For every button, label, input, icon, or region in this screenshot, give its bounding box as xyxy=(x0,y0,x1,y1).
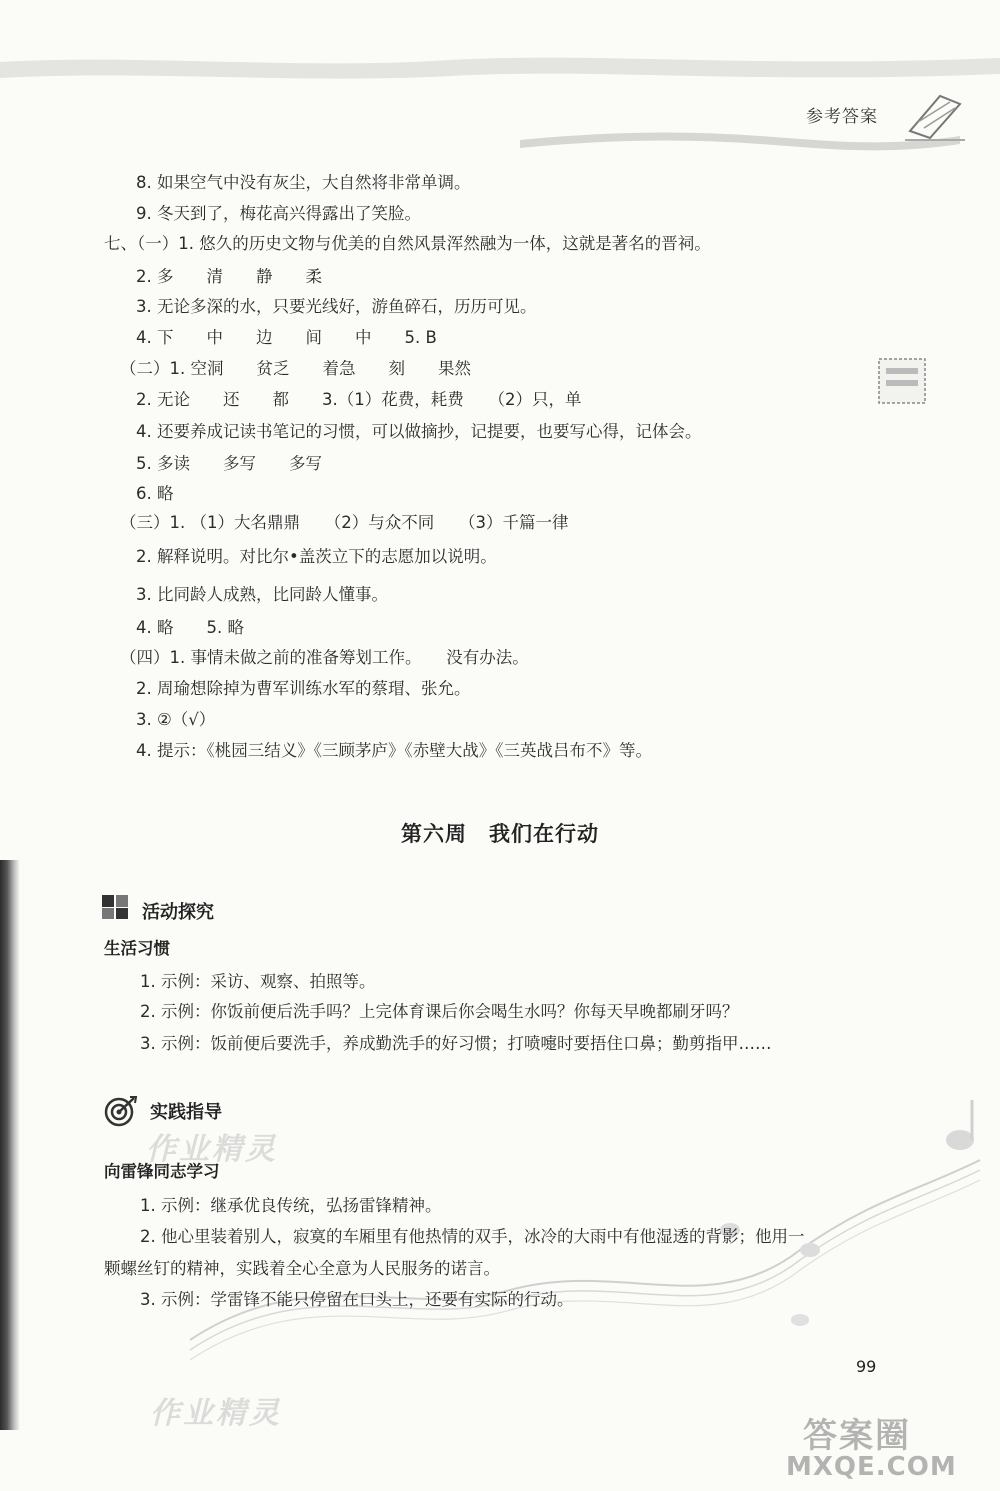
practice-heading: 实践指导 xyxy=(150,1102,222,1123)
section-title: 第六周 我们在行动 xyxy=(401,822,599,846)
answer-line: （四）1. 事情未做之前的准备筹划工作。 没有办法。 xyxy=(120,648,529,667)
watermark-text: 作业精灵 xyxy=(146,1132,278,1167)
answer-line: 6. 略 xyxy=(136,484,174,503)
answer-line: 七、（一）1. 悠久的历史文物与优美的自然风景浑然融为一体，这就是著名的晋祠。 xyxy=(104,234,711,253)
answer-line: 3. ②（√） xyxy=(136,710,216,729)
activity-item: 2. 示例：你饭前便后洗手吗？上完体育课后你会喝生水吗？你每天早晚都刷牙吗？ xyxy=(140,1002,739,1021)
answer-line: 2. 解释说明。对比尔•盖茨立下的志愿加以说明。 xyxy=(136,547,497,566)
answer-line: 2. 多 清 静 柔 xyxy=(136,267,322,286)
answer-line: 3. 比同龄人成熟，比同龄人懂事。 xyxy=(136,585,388,604)
answer-line: 2. 无论 还 都 3.（1）花费，耗费 （2）只，单 xyxy=(136,390,582,409)
answer-line: （三）1. （1）大名鼎鼎 （2）与众不同 （3）千篇一律 xyxy=(120,513,569,532)
activity-item: 3. 示例：饭前便后要洗手，养成勤洗手的好习惯；打喷嚏时要捂住口鼻；勤剪指甲…… xyxy=(140,1034,772,1053)
header-band xyxy=(0,40,1000,160)
answer-line: （二）1. 空洞 贫乏 着急 刻 果然 xyxy=(120,359,471,378)
practice-item: 2. 他心里装着别人，寂寞的车厢里有他热情的双手，冰冷的大雨中有他湿透的背影；他用一 xyxy=(140,1227,805,1246)
watermark-text: 作业精灵 xyxy=(150,1396,282,1431)
puzzle-icon xyxy=(100,893,132,921)
answer-line: 4. 下 中 边 间 中 5. B xyxy=(136,328,437,347)
practice-item: 颗螺丝钉的精神，实践着全心全意为人民服务的诺言。 xyxy=(104,1259,500,1278)
header-wave-decoration xyxy=(0,40,1000,160)
beach-chair-icon xyxy=(900,76,970,146)
page-number: 99 xyxy=(856,1357,877,1376)
answer-line: 8. 如果空气中没有灰尘，大自然将非常单调。 xyxy=(136,173,471,192)
header-title: 参考答案 xyxy=(806,107,878,127)
answer-line: 4. 略 5. 略 xyxy=(136,618,244,637)
answer-line: 3. 无论多深的水，只要光线好，游鱼碎石，历历可见。 xyxy=(136,297,537,316)
answer-line: 4. 还要养成记读书笔记的习惯，可以做摘抄，记提要，也要写心得，记体会。 xyxy=(136,422,702,441)
practice-item: 3. 示例：学雷锋不能只停留在口头上，还要有实际的行动。 xyxy=(140,1290,574,1309)
activity-heading: 活动探究 xyxy=(142,902,214,923)
stamp-icon xyxy=(876,356,928,406)
watermark-url: MXQE.COM xyxy=(786,1452,957,1482)
practice-subheading: 向雷锋同志学习 xyxy=(104,1162,220,1181)
watermark-logo: 答案圈 xyxy=(803,1416,911,1456)
practice-item: 1. 示例：继承优良传统，弘扬雷锋精神。 xyxy=(140,1196,442,1215)
activity-subheading: 生活习惯 xyxy=(104,939,170,958)
answer-line: 9. 冬天到了，梅花高兴得露出了笑脸。 xyxy=(136,204,421,223)
answer-line: 4. 提示：《桃园三结义》《三顾茅庐》《赤壁大战》《三英战吕布不》等。 xyxy=(136,741,652,760)
answer-line: 2. 周瑜想除掉为曹军训练水军的蔡瑁、张允。 xyxy=(136,679,471,698)
page-binding-shadow xyxy=(0,860,20,1430)
target-icon xyxy=(104,1094,138,1128)
activity-item: 1. 示例：采访、观察、拍照等。 xyxy=(140,972,376,991)
answer-line: 5. 多读 多写 多写 xyxy=(136,454,322,473)
